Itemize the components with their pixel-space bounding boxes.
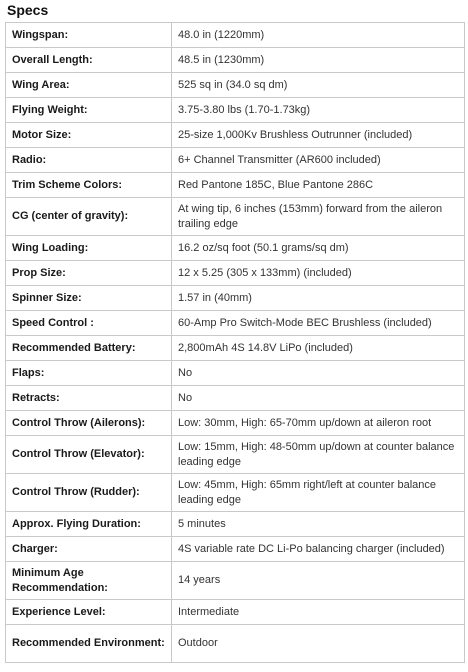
table-row: [6, 23, 465, 48]
spec-value: 48.5 in (1230mm): [172, 48, 465, 73]
spec-value: Intermediate: [172, 600, 465, 625]
spec-value: 14 years: [172, 562, 465, 600]
spec-label: Recommended Environment:: [6, 625, 172, 663]
spec-value: 48.0 in (1220mm): [172, 23, 465, 48]
spec-label: Retracts:: [6, 386, 172, 411]
table-row: [6, 261, 465, 286]
spec-value: Low: 45mm, High: 65mm right/left at counter balance leading edge: [172, 474, 465, 512]
spec-label: Radio:: [6, 148, 172, 173]
table-row: [6, 73, 465, 98]
spec-label: Wing Loading:: [6, 236, 172, 261]
table-row: [6, 474, 465, 512]
table-row: [6, 123, 465, 148]
table-row: [6, 361, 465, 386]
table-row: [6, 173, 465, 198]
table-row: [6, 311, 465, 336]
table-row: [6, 411, 465, 436]
table-row: [6, 512, 465, 537]
spec-value: Outdoor: [172, 625, 465, 663]
spec-value: 4S variable rate DC Li-Po balancing charger (included): [172, 537, 465, 562]
spec-label: Minimum Age Recommendation:: [6, 562, 172, 600]
table-row: [6, 336, 465, 361]
spec-label: Prop Size:: [6, 261, 172, 286]
spec-label: Charger:: [6, 537, 172, 562]
spec-value: 60-Amp Pro Switch-Mode BEC Brushless (included): [172, 311, 465, 336]
spec-label: Flaps:: [6, 361, 172, 386]
spec-label: Control Throw (Rudder):: [6, 474, 172, 512]
spec-value: 3.75-3.80 lbs (1.70-1.73kg): [172, 98, 465, 123]
specs-table: [5, 22, 465, 663]
spec-value: 2,800mAh 4S 14.8V LiPo (included): [172, 336, 465, 361]
specs-table-body: [6, 23, 465, 663]
spec-label: CG (center of gravity):: [6, 198, 172, 236]
table-row: [6, 286, 465, 311]
spec-label: Control Throw (Elevator):: [6, 436, 172, 474]
spec-label: Flying Weight:: [6, 98, 172, 123]
spec-value: Low: 30mm, High: 65-70mm up/down at aileron root: [172, 411, 465, 436]
spec-label: Spinner Size:: [6, 286, 172, 311]
table-row: [6, 600, 465, 625]
table-row: [6, 198, 465, 236]
spec-label: Trim Scheme Colors:: [6, 173, 172, 198]
spec-label: Approx. Flying Duration:: [6, 512, 172, 537]
spec-value: No: [172, 361, 465, 386]
spec-value: Low: 15mm, High: 48-50mm up/down at counter balance leading edge: [172, 436, 465, 474]
table-row: [6, 562, 465, 600]
table-row: [6, 386, 465, 411]
spec-label: Wingspan:: [6, 23, 172, 48]
spec-label: Wing Area:: [6, 73, 172, 98]
spec-value: 525 sq in (34.0 sq dm): [172, 73, 465, 98]
table-row: [6, 537, 465, 562]
spec-label: Recommended Battery:: [6, 336, 172, 361]
table-row: [6, 148, 465, 173]
spec-value: No: [172, 386, 465, 411]
spec-value: 6+ Channel Transmitter (AR600 included): [172, 148, 465, 173]
spec-label: Speed Control :: [6, 311, 172, 336]
spec-value: At wing tip, 6 inches (153mm) forward from the aileron trailing edge: [172, 198, 465, 236]
table-row: [6, 48, 465, 73]
spec-label: Experience Level:: [6, 600, 172, 625]
spec-value: 12 x 5.25 (305 x 133mm) (included): [172, 261, 465, 286]
spec-value: 5 minutes: [172, 512, 465, 537]
spec-label: Motor Size:: [6, 123, 172, 148]
spec-value: 1.57 in (40mm): [172, 286, 465, 311]
table-row: [6, 625, 465, 663]
spec-value: Red Pantone 185C, Blue Pantone 286C: [172, 173, 465, 198]
spec-label: Control Throw (Ailerons):: [6, 411, 172, 436]
table-row: [6, 436, 465, 474]
spec-label: Overall Length:: [6, 48, 172, 73]
table-row: [6, 236, 465, 261]
spec-value: 16.2 oz/sq foot (50.1 grams/sq dm): [172, 236, 465, 261]
table-row: [6, 98, 465, 123]
spec-value: 25-size 1,000Kv Brushless Outrunner (included): [172, 123, 465, 148]
section-heading: Specs: [7, 2, 49, 18]
